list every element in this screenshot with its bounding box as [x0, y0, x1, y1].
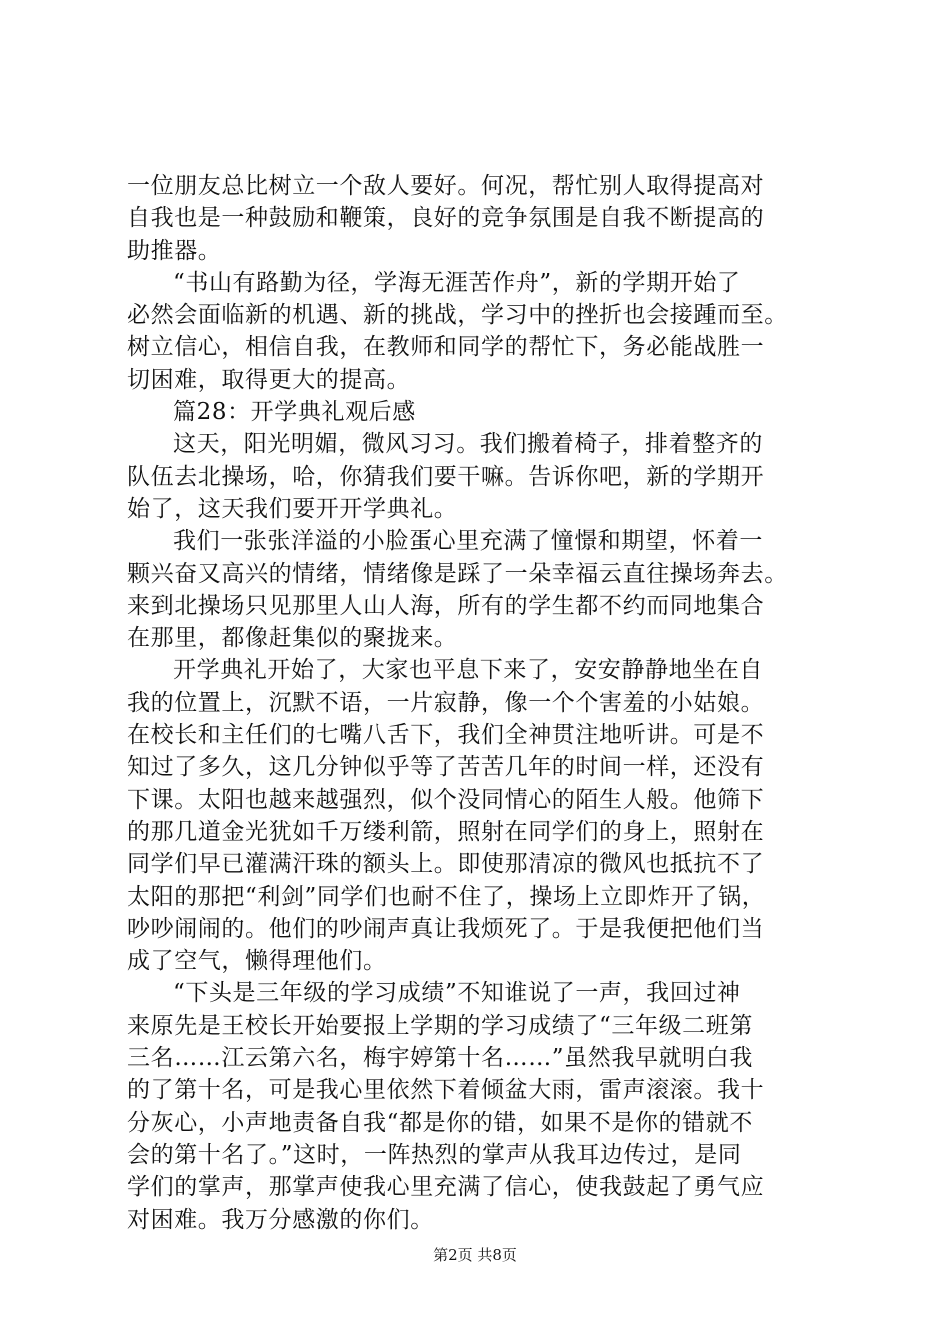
- text-line: 同学们早已灌满汗珠的额头上。即使那清凉的微风也抵抗不了: [127, 851, 765, 878]
- text-line: 我们一张张洋溢的小脸蛋心里充满了憧憬和期望，怀着一: [173, 528, 763, 555]
- text-line: “书山有路勤为径，学海无涯苦作舟”，新的学期开始了: [173, 269, 741, 296]
- text-line: 太阳的那把“利剑”同学们也耐不住了，操场上立即炸开了锅，: [127, 883, 766, 910]
- text-line: 一位朋友总比树立一个敌人要好。何况，帮忙别人取得提高对: [127, 173, 765, 199]
- text-line: 对困难。我万分感激的你们。: [127, 1206, 434, 1233]
- page-number-footer: 第2页 共8页: [433, 1246, 517, 1264]
- text-line: 学们的掌声，那掌声使我心里充满了信心，使我鼓起了勇气应: [127, 1174, 765, 1201]
- text-line: 树立信心，相信自我，在教师和同学的帮忙下，务必能战胜一: [127, 334, 765, 361]
- text-line: 来原先是王校长开始要报上学期的学习成绩了“三年级二班第: [127, 1012, 753, 1039]
- text-line: 这天，阳光明媚，微风习习。我们搬着椅子，排着整齐的: [173, 431, 763, 458]
- text-line: 自我也是一种鼓励和鞭策，良好的竞争氛围是自我不断提高的: [127, 205, 765, 232]
- text-line: 篇28：开学典礼观后感: [173, 399, 416, 426]
- text-line: 的了第十名，可是我心里依然下着倾盆大雨，雷声滚滚。我十: [127, 1077, 765, 1104]
- text-line: 三名……江云第六名，梅宇婷第十名……”虽然我早就明白我: [127, 1045, 753, 1072]
- text-line: 队伍去北操场，哈，你猜我们要干嘛。告诉你吧，新的学期开: [127, 463, 765, 490]
- text-line: 颗兴奋又高兴的情绪，情绪像是踩了一朵幸福云直往操场奔去。: [127, 560, 788, 587]
- text-line: 在校长和主任们的七嘴八舌下，我们全神贯注地听讲。可是不: [127, 722, 765, 749]
- text-line: 在那里，都像赶集似的聚拢来。: [127, 625, 458, 652]
- text-line: 切困难，取得更大的提高。: [127, 366, 411, 393]
- text-line: 来到北操场只见那里人山人海，所有的学生都不约而同地集合: [127, 592, 765, 619]
- text-line: 始了，这天我们要开开学典礼。: [127, 495, 458, 522]
- text-line: 我的位置上，沉默不语，一片寂静，像一个个害羞的小姑娘。: [127, 689, 765, 716]
- text-line: 分灰心，小声地责备自我“都是你的错，如果不是你的错就不: [127, 1109, 753, 1136]
- text-line: 吵吵闹闹的。他们的吵闹声真让我烦死了。于是我便把他们当: [127, 915, 765, 942]
- text-line: 助推器。: [127, 237, 222, 264]
- text-line: 成了空气，懒得理他们。: [127, 948, 387, 975]
- text-line: 下课。太阳也越来越强烈，似个没同情心的陌生人般。他筛下: [127, 786, 765, 813]
- text-line: 知过了多久，这几分钟似乎等了苦苦几年的时间一样，还没有: [127, 754, 765, 781]
- text-line: 会的第十名了。”这时，一阵热烈的掌声从我耳边传过，是同: [127, 1141, 742, 1168]
- text-line: 必然会面临新的机遇、新的挑战，学习中的挫折也会接踵而至。: [127, 302, 788, 329]
- text-line: 开学典礼开始了，大家也平息下来了，安安静静地坐在自: [173, 657, 763, 684]
- document-body: [127, 170, 837, 1236]
- text-line: 的那几道金光犹如千万缕利箭，照射在同学们的身上，照射在: [127, 818, 765, 845]
- text-line: “下头是三年级的学习成绩”不知谁说了一声，我回过神: [173, 980, 741, 1007]
